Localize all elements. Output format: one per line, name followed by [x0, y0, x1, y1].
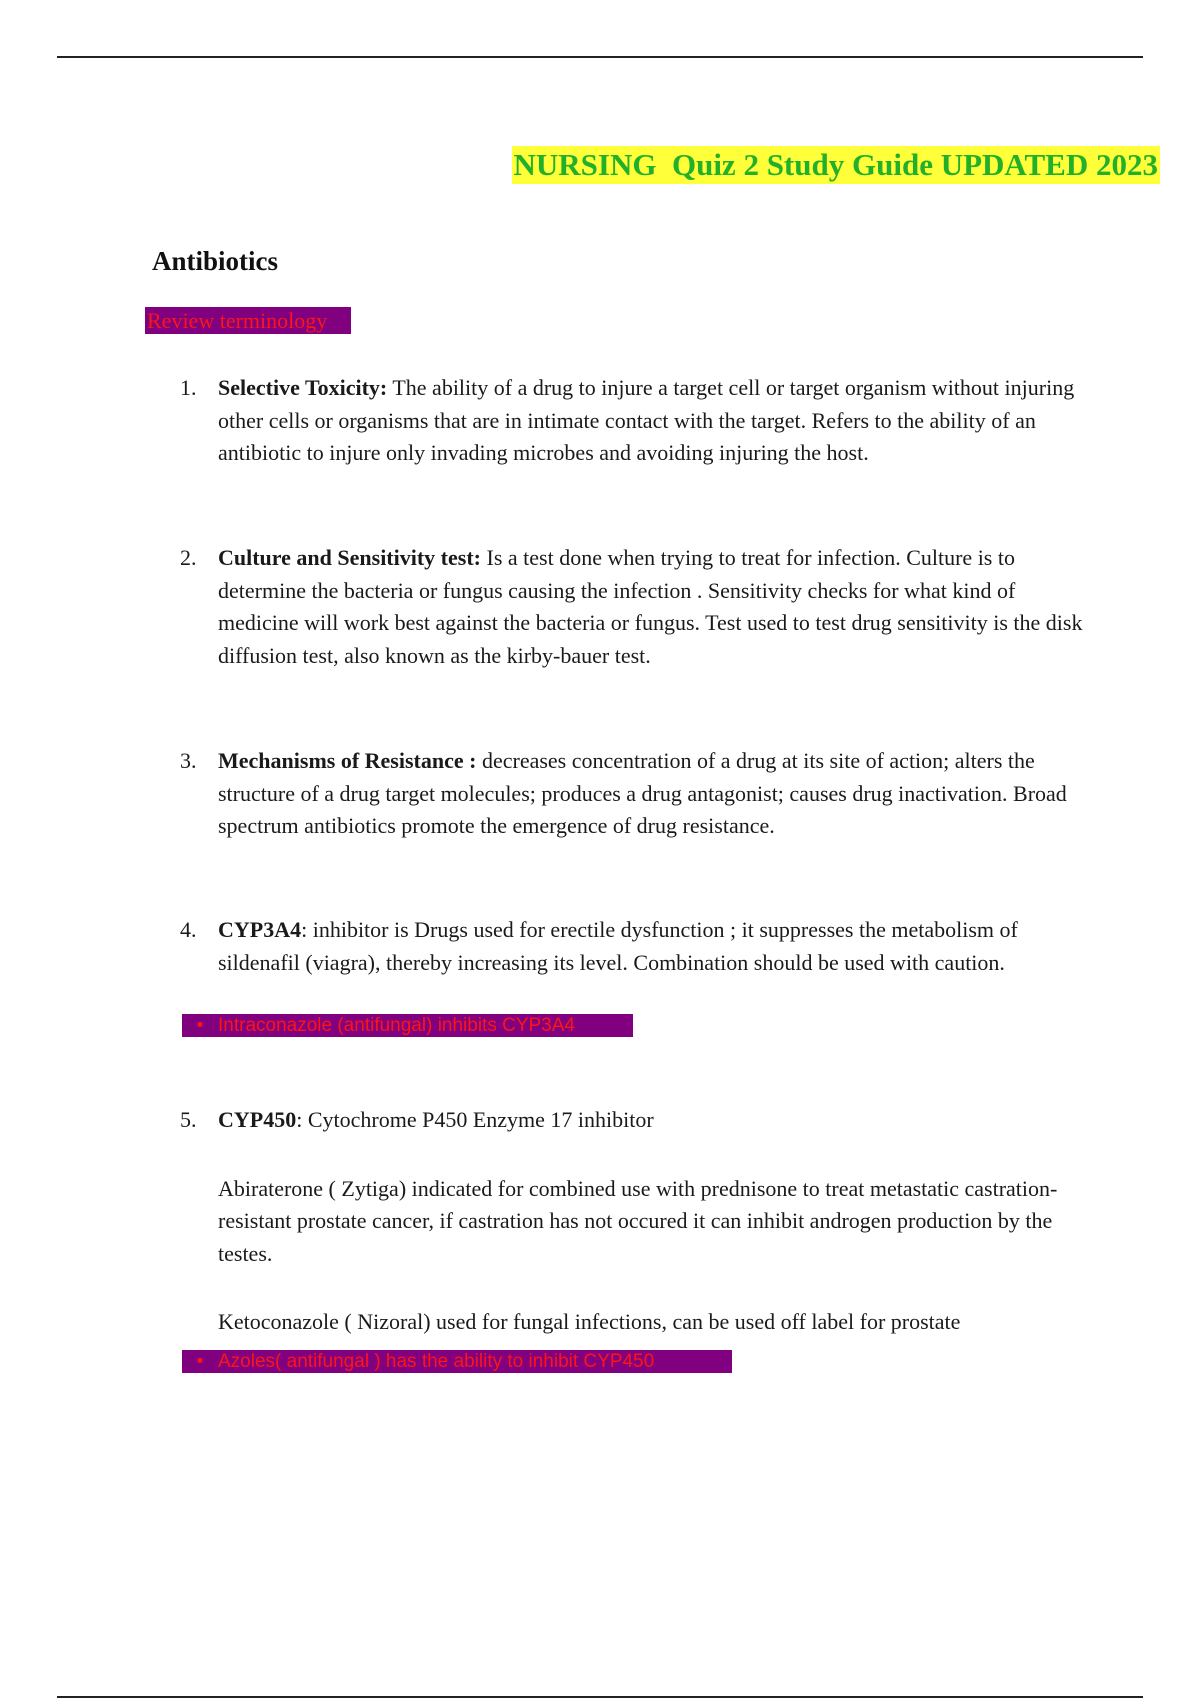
item-paragraph: Ketoconazole ( Nizoral) used for fungal infections, can be used off label for prostate	[218, 1309, 961, 1334]
item-number: 5.	[180, 1107, 197, 1132]
list-item	[180, 1104, 1085, 1339]
item-text: : inhibitor is Drugs used for erectile dysfunction ; it suppresses the metabolism of sildenafil (viagra), thereby increasing its level. Combination should be used with caution.	[218, 917, 1018, 975]
list-item	[180, 914, 1085, 979]
highlighted-bullet-note	[182, 1350, 732, 1373]
item-number: 4.	[180, 917, 197, 942]
item-term: Mechanisms of Resistance :	[218, 748, 477, 773]
bullet-text: Intraconazole (antifungal) inhibits CYP3A4	[218, 1015, 575, 1036]
bullet-text: Azoles( antifungal ) has the ability to inhibit CYP450	[218, 1351, 655, 1372]
bullet-icon: •	[196, 1015, 204, 1036]
item-term: CYP450	[218, 1107, 297, 1132]
item-text: The ability of a drug to injure a target cell or target organism without injuring other cells or organisms that are in intimate contact with the target. Refers to the ability of an antibiotic to injure only invading microbes and avoiding injuring the host.	[218, 375, 1075, 465]
top-rule	[57, 56, 1143, 58]
item-text: : Cytochrome P450 Enzyme 17 inhibitor	[296, 1107, 654, 1132]
item-term: Culture and Sensitivity test:	[218, 545, 481, 570]
item-number: 3.	[180, 748, 197, 773]
bullet-icon: •	[196, 1351, 204, 1372]
item-body	[218, 745, 1085, 843]
item-term: Selective Toxicity:	[218, 375, 388, 400]
item-body	[218, 1104, 1085, 1339]
document-title: NURSING Quiz 2 Study Guide UPDATED 2023	[513, 147, 1158, 182]
list-item	[180, 542, 1085, 672]
item-text: decreases concentration of a drug at its site of action; alters the structure of a drug target molecules; produces a drug antagonist; causes drug inactivation. Broad spectrum antibiotics promote the emergence of drug resistance.	[218, 748, 1067, 838]
item-number: 1.	[180, 375, 197, 400]
item-paragraph: Abiraterone ( Zytiga) indicated for combined use with prednisone to treat metastatic castration-resistant prostate cancer, if castration has not occured it can inhibit androgen production by the testes.	[218, 1175, 1058, 1266]
item-body	[218, 914, 1085, 979]
bottom-rule	[57, 1696, 1143, 1698]
item-number: 2.	[180, 545, 197, 570]
item-text: Is a test done when trying to treat for infection. Culture is to determine the bacteria or fungus causing the infection . Sensitivity checks for what kind of medicine will work best against the bacteria or fungus. Test used to test drug sensitivity is the disk diffusion test, also known as the kirby-bauer test.	[218, 545, 1083, 668]
list-item	[180, 372, 1085, 470]
section-heading: Antibiotics	[152, 246, 279, 276]
highlighted-bullet-note	[182, 1014, 633, 1037]
item-body	[218, 372, 1085, 470]
review-terminology-tag: Review terminology	[145, 307, 351, 334]
list-item	[180, 745, 1085, 843]
item-heading-line	[218, 1104, 1085, 1137]
item-body	[218, 542, 1085, 672]
item-term: CYP3A4	[218, 917, 302, 942]
